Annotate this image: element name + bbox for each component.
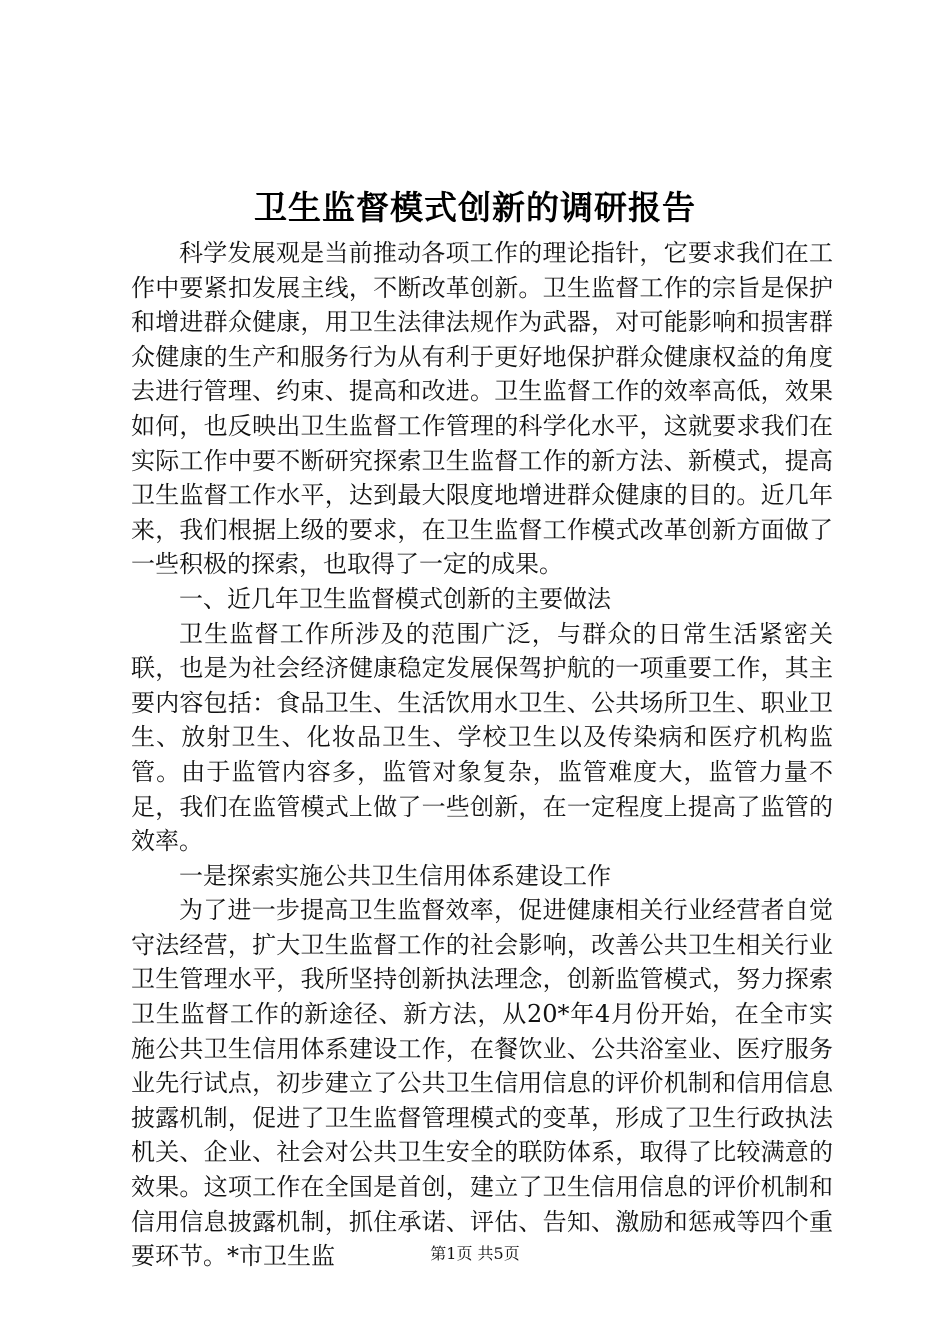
page-number-footer: 第1页 共5页	[430, 1244, 520, 1263]
subsection-heading-1: 一是探索实施公共卫生信用体系建设工作	[179, 861, 611, 890]
document-title: 卫生监督模式创新的调研报告	[254, 188, 696, 227]
document-body	[131, 236, 833, 1274]
paragraph-intro: 科学发展观是当前推动各项工作的理论指针，它要求我们在工作中要紧扣发展主线，不断改革创新。卫生监督工作的宗旨是保护和增进群众健康，用卫生法律法规作为武器，对可能影响和损害群众健康的生产和服务行为从有利于更好地保护群众健康权益的角度去进行管理、约束、提高和改进。卫生监督工作的效率高低，效果如何，也反映出卫生监督工作管理的科学化水平，这就要求我们在实际工作中要不断研究探索卫生监督工作的新方法、新模式，提高卫生监督工作水平，达到最大限度地增进群众健康的目的。近几年来，我们根据上级的要求，在卫生监督工作模式改革创新方面做了一些积极的探索，也取得了一定的成果。	[131, 239, 833, 579]
paragraph-credit-system: 为了进一步提高卫生监督效率，促进健康相关行业经营者自觉守法经营，扩大卫生监督工作的社会影响，改善公共卫生相关行业卫生管理水平，我所坚持创新执法理念，创新监管模式，努力探索卫生监督工作的新途径、新方法，从20*年4月份开始，在全市实施公共卫生信用体系建设工作，在餐饮业、公共浴室业、医疗服务业先行试点，初步建立了公共卫生信用信息的评价机制和信用信息披露机制，促进了卫生监督管理模式的变革，形成了卫生行政执法机关、企业、社会对公共卫生安全的联防体系，取得了比较满意的效果。这项工作在全国是首创，建立了卫生信用信息的评价机制和信用信息披露机制，抓住承诺、评估、告知、激励和惩戒等四个重要环节。*市卫生监	[131, 896, 833, 1271]
paragraph-scope: 卫生监督工作所涉及的范围广泛，与群众的日常生活紧密关联，也是为社会经济健康稳定发展保驾护航的一项重要工作，其主要内容包括：食品卫生、生活饮用水卫生、公共场所卫生、职业卫生、放射卫生、化妆品卫生、学校卫生以及传染病和医疗机构监管。由于监管内容多，监管对象复杂，监管难度大，监管力量不足，我们在监管模式上做了一些创新，在一定程度上提高了监管的效率。	[131, 619, 833, 856]
section-heading-1: 一、近几年卫生监督模式创新的主要做法	[179, 584, 611, 613]
